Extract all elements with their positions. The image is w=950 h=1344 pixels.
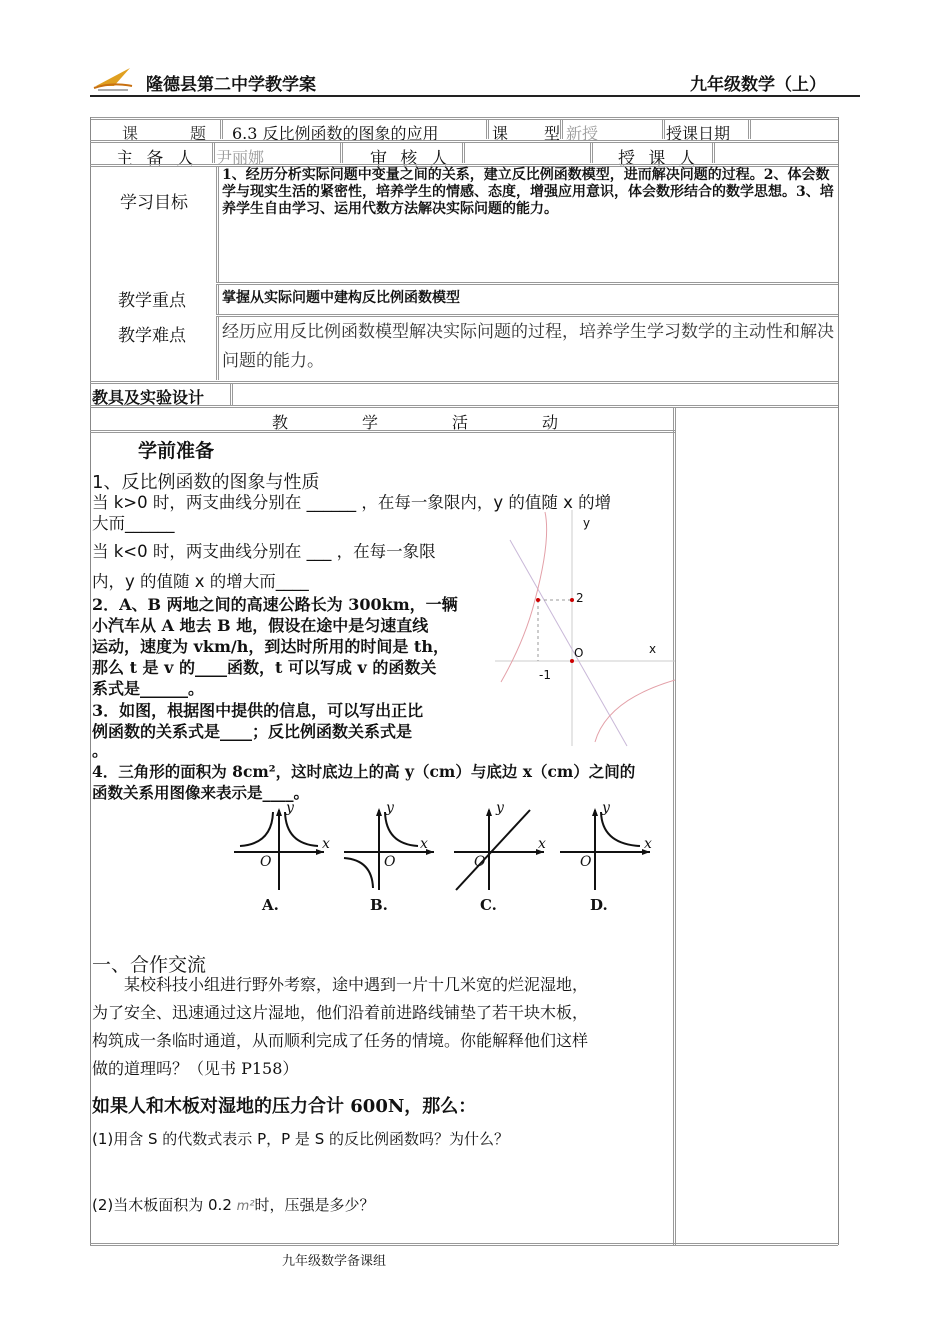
focus-text: 掌握从实际问题中建构反比例函数模型 (222, 290, 460, 306)
table-bottom (90, 1243, 838, 1246)
row1-sep-2 (486, 119, 489, 139)
q2-line4: 那么 t 是 v 的____函数，t 可以写成 v 的函数关 (92, 658, 437, 677)
activity-header: 教 学 活 动 (272, 413, 573, 432)
q3-line1: 3．如图，根据图中提供的信息，可以写出正比 (92, 701, 424, 720)
option-b-letter: B. (370, 896, 388, 914)
q3-point (536, 598, 540, 602)
option-d-y: y (602, 800, 610, 816)
topic-value: 6.3 反比例函数的图象的应用 (232, 124, 439, 143)
type-value: 新授 (566, 124, 599, 143)
q3-line (510, 540, 627, 746)
row2-sep-2 (340, 142, 343, 163)
option-d-o: O (580, 854, 592, 870)
option-c-x: x (538, 836, 546, 852)
coop-para-2: 为了安全、迅速通过这片湿地，他们沿着前进路线铺垫了若干块木板， (92, 1003, 589, 1022)
option-a-x: x (322, 836, 330, 852)
topic-label: 课 题 (122, 124, 225, 143)
footer-text: 九年级数学备课组 (282, 1254, 387, 1269)
row1-sep-3 (560, 119, 563, 139)
coop-para-1: 某校科技小组进行野外考察，途中遇到一片十几米宽的烂泥湿地， (92, 975, 589, 994)
q3-tick-neg1-label: -1 (539, 668, 551, 682)
focus-label: 教学重点 (118, 291, 186, 311)
coop-sub2 (92, 1194, 375, 1215)
q1-line3: 当 k<0 时，两支曲线分别在 ___ ，在每一象限 (92, 542, 436, 561)
row2-sep-4 (590, 142, 593, 163)
option-c[interactable] (452, 800, 552, 916)
option-c-o: O (474, 854, 486, 870)
goals-sep (216, 166, 219, 282)
option-b[interactable] (342, 800, 442, 916)
difficulty-label: 教学难点 (118, 326, 186, 346)
option-a[interactable] (232, 800, 332, 916)
coop-sub2-post: 时，压强是多少？ (254, 1196, 375, 1214)
goals-text: 1、经历分析实际问题中变量之间的关系，建立反比例函数模型，进而解决问题的过程。2、体会数学与现实生活的紧密性，培养学生的情感、态度，增强应用意识，体会数形结合的数学思想。3、培养学生自由学习、运用代数方法解决实际问题的能力。 (222, 167, 834, 217)
option-d[interactable] (558, 800, 658, 916)
row1-sep-1 (220, 119, 223, 139)
option-d-x: x (644, 836, 652, 852)
option-b-x: x (420, 836, 428, 852)
option-d-letter: D. (590, 896, 608, 914)
q3-tick-2 (570, 598, 574, 602)
q3-graph (495, 510, 675, 746)
row2-sep-1 (212, 142, 215, 163)
goals-bottom (216, 282, 838, 285)
tools-label: 教具及实验设计 (92, 388, 205, 407)
coop-sub2-pre: (2)当木板面积为 0.2 (92, 1196, 237, 1214)
school-logo (92, 64, 136, 94)
focus-bottom (216, 314, 838, 317)
coop-para-3: 构筑成一条临时通道，从而顺利完成了任务的情境。你能解释他们这样 (92, 1031, 589, 1050)
q3-line2: 例函数的关系式是____；反比例函数关系式是 (92, 722, 413, 741)
q4-line2: 函数关系用图像来表示是____。 (92, 783, 310, 802)
coop-title: 一、合作交流 (92, 954, 207, 976)
reviewer-label: 审 核 人 (370, 149, 452, 169)
table-left (90, 117, 91, 1245)
q3-tick-2-label: 2 (576, 591, 584, 605)
option-b-o: O (384, 854, 396, 870)
option-b-y: y (386, 800, 394, 816)
q4-line1: 4．三角形的面积为 8cm²，这时底边上的高 y（cm）与底边 x（cm）之间的 (92, 762, 636, 781)
type-label: 课 型 (492, 124, 571, 143)
row1-sep-4 (662, 119, 665, 139)
grade-title: 九年级数学（上） (690, 75, 826, 95)
q3-origin-label: O (574, 646, 584, 660)
q3-line3: 。 (92, 741, 109, 760)
option-a-o: O (260, 854, 272, 870)
date-label: 授课日期 (666, 124, 731, 143)
coop-sub1: (1)用含 S 的代数式表示 P，P 是 S 的反比例函数吗？为什么？ (92, 1130, 509, 1148)
q1-title: 1、反比例函数的图象与性质 (92, 472, 320, 493)
coop-para-4: 做的道理吗？（见书 P158） (92, 1059, 299, 1078)
preparer-value: 尹丽娜 (216, 148, 265, 167)
focus-sep (216, 284, 219, 314)
row1-sep-5 (748, 119, 751, 139)
difficulty-text: 经历应用反比例函数模型解决实际问题的过程，培养学生学习数学的主动性和解决问题的能力。 (222, 322, 834, 371)
option-c-y: y (496, 800, 504, 816)
goals-label: 学习目标 (120, 193, 188, 213)
difficulty-bottom (90, 381, 838, 384)
tools-bottom (90, 405, 838, 408)
option-c-letter: C. (480, 896, 497, 914)
preparer-label: 主 备 人 (116, 149, 198, 169)
table-right (838, 117, 839, 1245)
q1-line2: 大而______ (92, 514, 175, 533)
q3-x-label: x (649, 642, 657, 656)
row2-sep-3 (462, 142, 465, 163)
table-top (90, 117, 838, 120)
school-title: 隆德县第二中学教学案 (146, 75, 316, 95)
q3-y-label: y (583, 516, 591, 530)
q1-line1: 当 k>0 时，两支曲线分别在 ______ ，在每一象限内，y 的值随 x 的增 (92, 493, 612, 512)
tools-sep (230, 383, 233, 405)
teacher-label: 授 课 人 (618, 149, 700, 169)
coop-question: 如果人和木板对湿地的压力合计 600N，那么： (92, 1096, 477, 1117)
q2-line5: 系式是______。 (92, 679, 205, 698)
q2-line3: 运动，速度为 vkm/h，到达时所用的时间是 th， (92, 637, 449, 656)
difficulty-sep (216, 316, 219, 380)
activity-header-bottom (90, 430, 675, 433)
q2-line2: 小汽车从 A 地去 B 地，假设在途中是匀速直线 (92, 616, 429, 635)
prep-title: 学前准备 (138, 440, 215, 462)
header-rule (90, 95, 860, 97)
q1-line4: 内，y 的值随 x 的增大而____ (92, 572, 309, 591)
option-a-letter: A. (262, 896, 279, 914)
row2-sep-5 (712, 142, 715, 163)
q2-line1: 2．A、B 两地之间的高速公路长为 300km，一辆 (92, 595, 458, 614)
q3-curve-upper (501, 512, 547, 682)
option-a-y: y (286, 800, 294, 816)
coop-sub2-unit: m² (236, 1199, 255, 1214)
